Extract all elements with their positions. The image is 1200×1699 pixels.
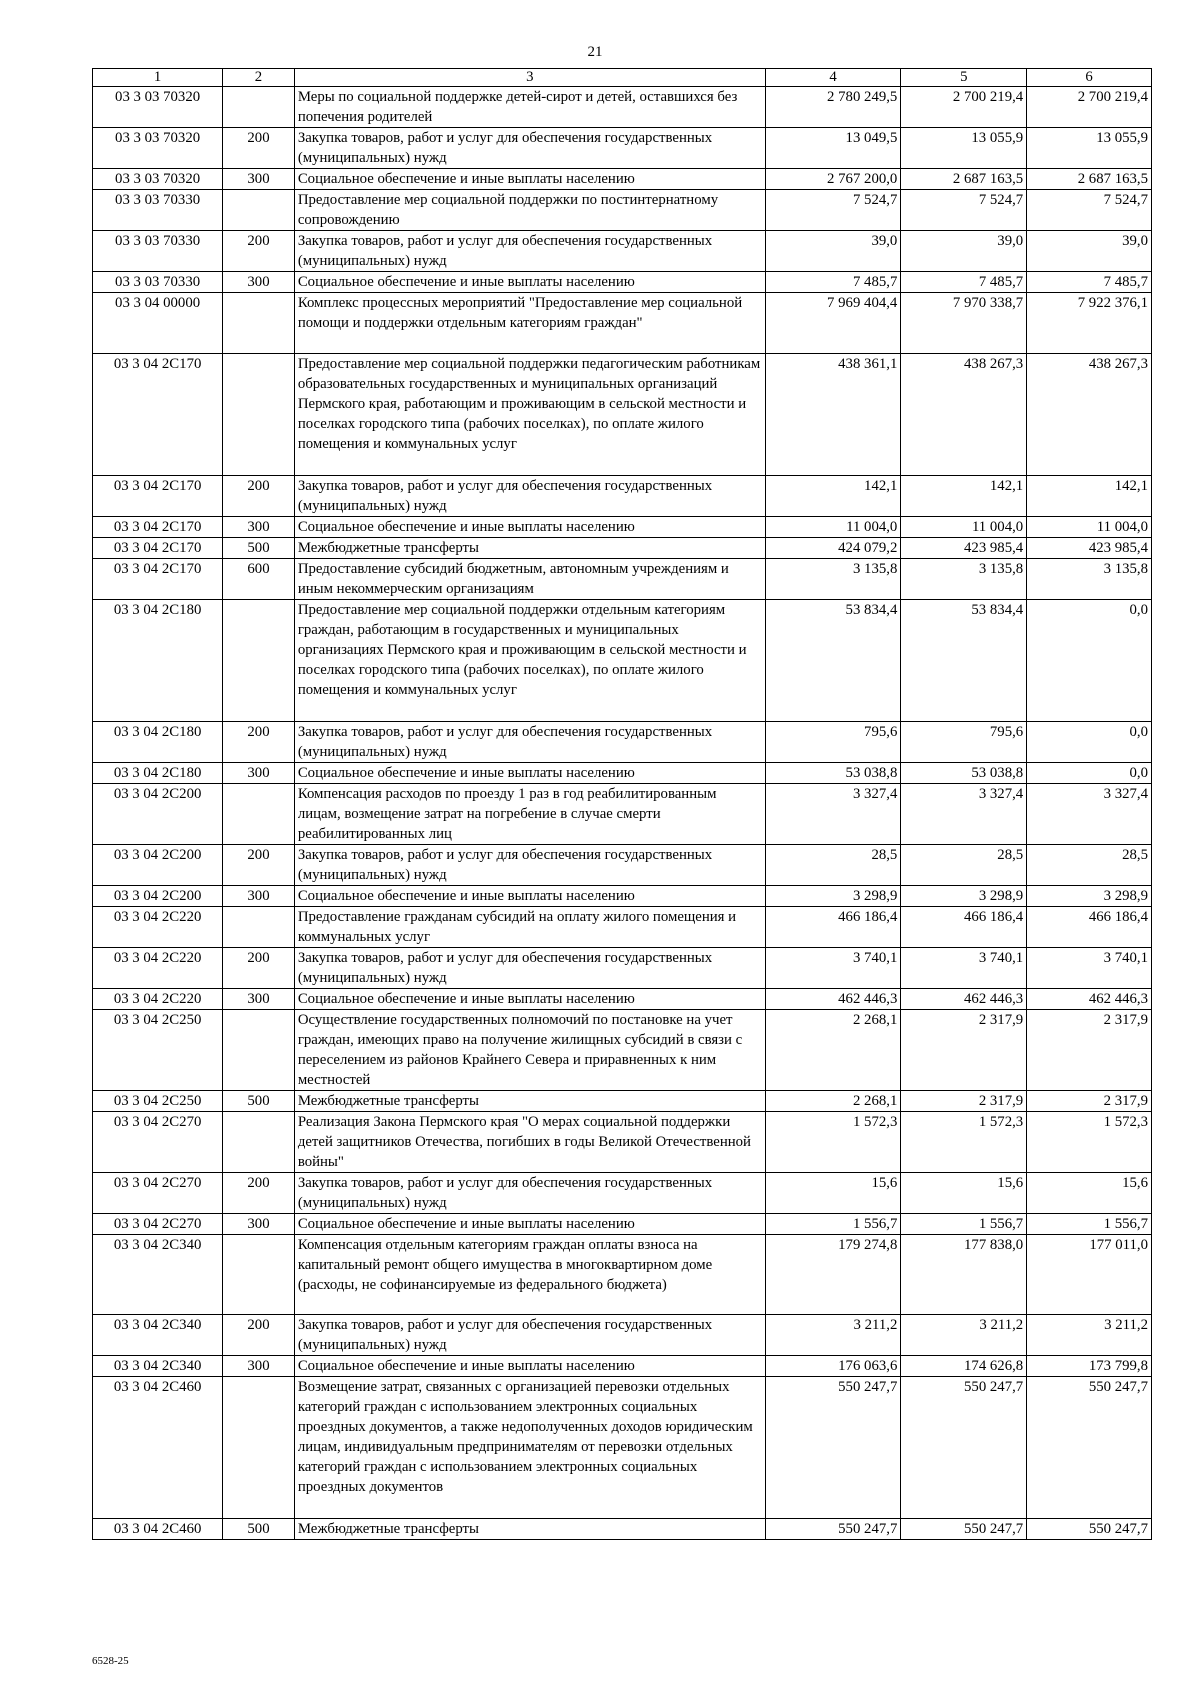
- cell-amount-year3: 2 687 163,5: [1027, 169, 1152, 190]
- cell-amount-year1: 2 780 249,5: [765, 87, 901, 128]
- cell-amount-year2: 15,6: [901, 1173, 1027, 1214]
- cell-expense-type: 300: [223, 886, 295, 907]
- table-row: [93, 1377, 1152, 1519]
- cell-item-name: Реализация Закона Пермского края "О мерах социальной поддержки детей защитников Отечества, погибших в годы Великой Отечественной войны": [294, 1112, 765, 1173]
- cell-amount-year3: 7 485,7: [1027, 272, 1152, 293]
- cell-amount-year2: 39,0: [901, 231, 1027, 272]
- header-row: [93, 69, 1152, 87]
- cell-item-name: Межбюджетные трансферты: [294, 538, 765, 559]
- cell-classification-code: 03 3 04 2С170: [93, 538, 223, 559]
- cell-amount-year1: 550 247,7: [765, 1519, 901, 1540]
- cell-amount-year3: 438 267,3: [1027, 354, 1152, 476]
- table-row: [93, 559, 1152, 600]
- cell-amount-year2: 28,5: [901, 845, 1027, 886]
- cell-amount-year2: 3 135,8: [901, 559, 1027, 600]
- cell-item-name: Предоставление гражданам субсидий на оплату жилого помещения и коммунальных услуг: [294, 907, 765, 948]
- cell-amount-year3: 173 799,8: [1027, 1356, 1152, 1377]
- cell-amount-year2: 7 485,7: [901, 272, 1027, 293]
- cell-item-name: Социальное обеспечение и иные выплаты населению: [294, 272, 765, 293]
- cell-amount-year3: 466 186,4: [1027, 907, 1152, 948]
- cell-amount-year2: 1 572,3: [901, 1112, 1027, 1173]
- table-row: [93, 1356, 1152, 1377]
- cell-item-name: Социальное обеспечение и иные выплаты населению: [294, 517, 765, 538]
- cell-expense-type: 600: [223, 559, 295, 600]
- cell-expense-type: 200: [223, 128, 295, 169]
- cell-classification-code: 03 3 03 70320: [93, 87, 223, 128]
- cell-classification-code: 03 3 04 2С170: [93, 559, 223, 600]
- cell-classification-code: 03 3 03 70320: [93, 128, 223, 169]
- cell-classification-code: 03 3 04 2С250: [93, 1010, 223, 1091]
- cell-expense-type: 200: [223, 948, 295, 989]
- cell-classification-code: 03 3 04 2С200: [93, 845, 223, 886]
- cell-amount-year2: 53 038,8: [901, 763, 1027, 784]
- cell-expense-type: 200: [223, 231, 295, 272]
- cell-classification-code: 03 3 04 2С220: [93, 989, 223, 1010]
- table-body: [93, 87, 1152, 1540]
- cell-classification-code: 03 3 04 2С200: [93, 784, 223, 845]
- cell-classification-code: 03 3 03 70330: [93, 190, 223, 231]
- budget-table: [92, 68, 1152, 1540]
- cell-amount-year1: 39,0: [765, 231, 901, 272]
- cell-amount-year2: 13 055,9: [901, 128, 1027, 169]
- cell-amount-year1: 2 268,1: [765, 1091, 901, 1112]
- cell-amount-year3: 3 298,9: [1027, 886, 1152, 907]
- cell-amount-year2: 142,1: [901, 476, 1027, 517]
- cell-item-name: Закупка товаров, работ и услуг для обеспечения государственных (муниципальных) нужд: [294, 231, 765, 272]
- table-row: [93, 538, 1152, 559]
- cell-classification-code: 03 3 04 2С170: [93, 354, 223, 476]
- cell-item-name: Закупка товаров, работ и услуг для обеспечения государственных (муниципальных) нужд: [294, 1173, 765, 1214]
- cell-amount-year3: 177 011,0: [1027, 1235, 1152, 1315]
- cell-classification-code: 03 3 04 2С250: [93, 1091, 223, 1112]
- cell-item-name: Социальное обеспечение и иные выплаты населению: [294, 763, 765, 784]
- cell-expense-type: 200: [223, 476, 295, 517]
- cell-item-name: Закупка товаров, работ и услуг для обеспечения государственных (муниципальных) нужд: [294, 128, 765, 169]
- cell-amount-year2: 7 970 338,7: [901, 293, 1027, 354]
- cell-item-name: Межбюджетные трансферты: [294, 1519, 765, 1540]
- cell-classification-code: 03 3 03 70330: [93, 231, 223, 272]
- cell-amount-year2: 462 446,3: [901, 989, 1027, 1010]
- cell-classification-code: 03 3 04 2С180: [93, 763, 223, 784]
- table-row: [93, 231, 1152, 272]
- cell-amount-year1: 2 268,1: [765, 1010, 901, 1091]
- cell-amount-year3: 462 446,3: [1027, 989, 1152, 1010]
- cell-item-name: Закупка товаров, работ и услуг для обеспечения государственных (муниципальных) нужд: [294, 1315, 765, 1356]
- cell-classification-code: 03 3 04 2С200: [93, 886, 223, 907]
- header-cell: 4: [765, 69, 901, 87]
- cell-item-name: Социальное обеспечение и иные выплаты населению: [294, 169, 765, 190]
- cell-classification-code: 03 3 03 70330: [93, 272, 223, 293]
- cell-amount-year1: 142,1: [765, 476, 901, 517]
- cell-amount-year2: 550 247,7: [901, 1519, 1027, 1540]
- cell-expense-type: 300: [223, 989, 295, 1010]
- header-cell: 5: [901, 69, 1027, 87]
- header-cell: 2: [223, 69, 295, 87]
- cell-classification-code: 03 3 03 70320: [93, 169, 223, 190]
- cell-item-name: Социальное обеспечение и иные выплаты населению: [294, 1214, 765, 1235]
- cell-expense-type: [223, 1377, 295, 1519]
- cell-expense-type: 300: [223, 1356, 295, 1377]
- cell-amount-year3: 3 211,2: [1027, 1315, 1152, 1356]
- header-cell: 3: [294, 69, 765, 87]
- cell-amount-year2: 2 687 163,5: [901, 169, 1027, 190]
- cell-expense-type: [223, 293, 295, 354]
- cell-amount-year1: 3 327,4: [765, 784, 901, 845]
- table-row: [93, 476, 1152, 517]
- cell-amount-year1: 3 135,8: [765, 559, 901, 600]
- table-row: [93, 354, 1152, 476]
- cell-amount-year2: 550 247,7: [901, 1377, 1027, 1519]
- table-row: [93, 784, 1152, 845]
- cell-amount-year2: 2 317,9: [901, 1010, 1027, 1091]
- cell-expense-type: [223, 600, 295, 722]
- cell-expense-type: [223, 1010, 295, 1091]
- cell-amount-year1: 13 049,5: [765, 128, 901, 169]
- cell-item-name: Закупка товаров, работ и услуг для обеспечения государственных (муниципальных) нужд: [294, 476, 765, 517]
- cell-amount-year3: 423 985,4: [1027, 538, 1152, 559]
- cell-amount-year1: 7 524,7: [765, 190, 901, 231]
- table-row: [93, 272, 1152, 293]
- cell-amount-year1: 53 834,4: [765, 600, 901, 722]
- cell-classification-code: 03 3 04 2С180: [93, 600, 223, 722]
- table-row: [93, 600, 1152, 722]
- cell-expense-type: 300: [223, 169, 295, 190]
- footer-code: 6528-25: [92, 1655, 129, 1667]
- cell-amount-year1: 2 767 200,0: [765, 169, 901, 190]
- cell-amount-year2: 177 838,0: [901, 1235, 1027, 1315]
- cell-item-name: Осуществление государственных полномочий по постановке на учет граждан, имеющих право на получение жилищных субсидий в связи с переселением из районов Крайнего Севера и приравненных к ним местностей: [294, 1010, 765, 1091]
- cell-amount-year1: 3 298,9: [765, 886, 901, 907]
- cell-classification-code: 03 3 04 2С460: [93, 1519, 223, 1540]
- cell-item-name: Социальное обеспечение и иные выплаты населению: [294, 1356, 765, 1377]
- cell-amount-year3: 2 700 219,4: [1027, 87, 1152, 128]
- cell-amount-year3: 0,0: [1027, 763, 1152, 784]
- cell-expense-type: 200: [223, 845, 295, 886]
- header-cell: 6: [1027, 69, 1152, 87]
- cell-expense-type: [223, 907, 295, 948]
- cell-expense-type: 200: [223, 722, 295, 763]
- cell-classification-code: 03 3 04 2С170: [93, 517, 223, 538]
- cell-classification-code: 03 3 04 2С270: [93, 1112, 223, 1173]
- table-row: [93, 1214, 1152, 1235]
- cell-classification-code: 03 3 04 2С220: [93, 948, 223, 989]
- table-row: [93, 948, 1152, 989]
- cell-item-name: Предоставление мер социальной поддержки по постинтернатному сопровождению: [294, 190, 765, 231]
- cell-amount-year2: 438 267,3: [901, 354, 1027, 476]
- cell-expense-type: [223, 784, 295, 845]
- cell-amount-year1: 795,6: [765, 722, 901, 763]
- cell-amount-year3: 7 524,7: [1027, 190, 1152, 231]
- cell-amount-year1: 438 361,1: [765, 354, 901, 476]
- cell-amount-year3: 11 004,0: [1027, 517, 1152, 538]
- cell-item-name: Закупка товаров, работ и услуг для обеспечения государственных (муниципальных) нужд: [294, 722, 765, 763]
- cell-amount-year3: 1 556,7: [1027, 1214, 1152, 1235]
- cell-amount-year1: 3 211,2: [765, 1315, 901, 1356]
- cell-amount-year2: 3 327,4: [901, 784, 1027, 845]
- cell-amount-year3: 142,1: [1027, 476, 1152, 517]
- cell-item-name: Социальное обеспечение и иные выплаты населению: [294, 989, 765, 1010]
- cell-amount-year3: 2 317,9: [1027, 1091, 1152, 1112]
- cell-expense-type: [223, 87, 295, 128]
- cell-amount-year3: 15,6: [1027, 1173, 1152, 1214]
- cell-amount-year1: 7 485,7: [765, 272, 901, 293]
- cell-classification-code: 03 3 04 2С220: [93, 907, 223, 948]
- table-row: [93, 907, 1152, 948]
- table-row: [93, 169, 1152, 190]
- cell-amount-year3: 2 317,9: [1027, 1010, 1152, 1091]
- cell-item-name: Предоставление субсидий бюджетным, автономным учреждениям и иным некоммерческим организациям: [294, 559, 765, 600]
- cell-amount-year3: 3 135,8: [1027, 559, 1152, 600]
- header-cell: 1: [93, 69, 223, 87]
- table-row: [93, 1091, 1152, 1112]
- cell-amount-year2: 3 740,1: [901, 948, 1027, 989]
- table-row: [93, 190, 1152, 231]
- cell-amount-year1: 176 063,6: [765, 1356, 901, 1377]
- table-row: [93, 886, 1152, 907]
- cell-amount-year3: 13 055,9: [1027, 128, 1152, 169]
- cell-classification-code: 03 3 04 2С340: [93, 1235, 223, 1315]
- cell-amount-year3: 28,5: [1027, 845, 1152, 886]
- cell-amount-year2: 3 298,9: [901, 886, 1027, 907]
- cell-classification-code: 03 3 04 2С460: [93, 1377, 223, 1519]
- cell-amount-year2: 174 626,8: [901, 1356, 1027, 1377]
- cell-expense-type: 300: [223, 1214, 295, 1235]
- table-row: [93, 845, 1152, 886]
- cell-amount-year1: 11 004,0: [765, 517, 901, 538]
- cell-amount-year3: 0,0: [1027, 722, 1152, 763]
- cell-expense-type: 500: [223, 1091, 295, 1112]
- cell-amount-year1: 28,5: [765, 845, 901, 886]
- cell-amount-year1: 1 556,7: [765, 1214, 901, 1235]
- cell-expense-type: [223, 1235, 295, 1315]
- table-row: [93, 517, 1152, 538]
- cell-item-name: Компенсация расходов по проезду 1 раз в год реабилитированным лицам, возмещение затрат на погребение в случае смерти реабилитированных лиц: [294, 784, 765, 845]
- cell-classification-code: 03 3 04 2С180: [93, 722, 223, 763]
- cell-amount-year1: 424 079,2: [765, 538, 901, 559]
- cell-expense-type: 200: [223, 1315, 295, 1356]
- cell-amount-year2: 2 317,9: [901, 1091, 1027, 1112]
- cell-item-name: Комплекс процессных мероприятий "Предоставление мер социальной помощи и поддержки отдельным категориям граждан": [294, 293, 765, 354]
- cell-amount-year3: 1 572,3: [1027, 1112, 1152, 1173]
- cell-amount-year2: 795,6: [901, 722, 1027, 763]
- cell-amount-year2: 423 985,4: [901, 538, 1027, 559]
- cell-amount-year2: 11 004,0: [901, 517, 1027, 538]
- cell-classification-code: 03 3 04 2С170: [93, 476, 223, 517]
- table-row: [93, 1315, 1152, 1356]
- table-row: [93, 293, 1152, 354]
- cell-classification-code: 03 3 04 2С340: [93, 1315, 223, 1356]
- cell-item-name: Компенсация отдельным категориям граждан оплаты взноса на капитальный ремонт общего имущества в многоквартирном доме (расходы, не софинансируемые из федерального бюджета): [294, 1235, 765, 1315]
- cell-classification-code: 03 3 04 2С340: [93, 1356, 223, 1377]
- cell-amount-year3: 550 247,7: [1027, 1519, 1152, 1540]
- cell-classification-code: 03 3 04 00000: [93, 293, 223, 354]
- cell-amount-year2: 7 524,7: [901, 190, 1027, 231]
- cell-amount-year1: 3 740,1: [765, 948, 901, 989]
- cell-amount-year1: 7 969 404,4: [765, 293, 901, 354]
- cell-amount-year3: 7 922 376,1: [1027, 293, 1152, 354]
- cell-expense-type: [223, 354, 295, 476]
- cell-amount-year3: 3 740,1: [1027, 948, 1152, 989]
- cell-expense-type: 200: [223, 1173, 295, 1214]
- table-row: [93, 989, 1152, 1010]
- cell-amount-year3: 39,0: [1027, 231, 1152, 272]
- cell-amount-year1: 1 572,3: [765, 1112, 901, 1173]
- cell-amount-year3: 0,0: [1027, 600, 1152, 722]
- cell-expense-type: 300: [223, 763, 295, 784]
- table-row: [93, 1112, 1152, 1173]
- cell-item-name: Закупка товаров, работ и услуг для обеспечения государственных (муниципальных) нужд: [294, 948, 765, 989]
- cell-amount-year1: 179 274,8: [765, 1235, 901, 1315]
- cell-amount-year1: 550 247,7: [765, 1377, 901, 1519]
- table-row: [93, 763, 1152, 784]
- table-row: [93, 1519, 1152, 1540]
- cell-amount-year2: 466 186,4: [901, 907, 1027, 948]
- cell-amount-year2: 3 211,2: [901, 1315, 1027, 1356]
- cell-classification-code: 03 3 04 2С270: [93, 1173, 223, 1214]
- table-row: [93, 1173, 1152, 1214]
- cell-amount-year1: 15,6: [765, 1173, 901, 1214]
- cell-amount-year1: 53 038,8: [765, 763, 901, 784]
- cell-amount-year2: 2 700 219,4: [901, 87, 1027, 128]
- cell-amount-year2: 53 834,4: [901, 600, 1027, 722]
- cell-item-name: Предоставление мер социальной поддержки отдельным категориям граждан, работающим в государственных и муниципальных организациях Пермского края и проживающим в сельской местности и поселках городского типа (рабочих поселках), по оплате жилого помещения и коммунальных услуг: [294, 600, 765, 722]
- table-row: [93, 87, 1152, 128]
- cell-expense-type: 500: [223, 1519, 295, 1540]
- cell-item-name: Возмещение затрат, связанных с организацией перевозки отдельных категорий граждан с использованием электронных социальных проездных документов, а также недополученных доходов юридическим лицам, индивидуальным предпринимателям от перевозки отдельных категорий граждан с использованием электронных социальных проездных документов: [294, 1377, 765, 1519]
- cell-expense-type: 500: [223, 538, 295, 559]
- cell-amount-year1: 462 446,3: [765, 989, 901, 1010]
- cell-expense-type: [223, 1112, 295, 1173]
- cell-amount-year3: 550 247,7: [1027, 1377, 1152, 1519]
- cell-amount-year1: 466 186,4: [765, 907, 901, 948]
- cell-item-name: Закупка товаров, работ и услуг для обеспечения государственных (муниципальных) нужд: [294, 845, 765, 886]
- cell-item-name: Межбюджетные трансферты: [294, 1091, 765, 1112]
- cell-amount-year3: 3 327,4: [1027, 784, 1152, 845]
- table-row: [93, 1235, 1152, 1315]
- cell-amount-year2: 1 556,7: [901, 1214, 1027, 1235]
- cell-expense-type: [223, 190, 295, 231]
- page-number: 21: [587, 44, 603, 60]
- cell-expense-type: 300: [223, 517, 295, 538]
- table-row: [93, 128, 1152, 169]
- cell-item-name: Социальное обеспечение и иные выплаты населению: [294, 886, 765, 907]
- cell-classification-code: 03 3 04 2С270: [93, 1214, 223, 1235]
- table-row: [93, 722, 1152, 763]
- cell-expense-type: 300: [223, 272, 295, 293]
- table-row: [93, 1010, 1152, 1091]
- cell-item-name: Предоставление мер социальной поддержки педагогическим работникам образовательных государственных и муниципальных организаций Пермского края, работающим и проживающим в сельской местности и поселках городского типа (рабочих поселках), по оплате жилого помещения и коммунальных услуг: [294, 354, 765, 476]
- cell-item-name: Меры по социальной поддержке детей-сирот и детей, оставшихся без попечения родителей: [294, 87, 765, 128]
